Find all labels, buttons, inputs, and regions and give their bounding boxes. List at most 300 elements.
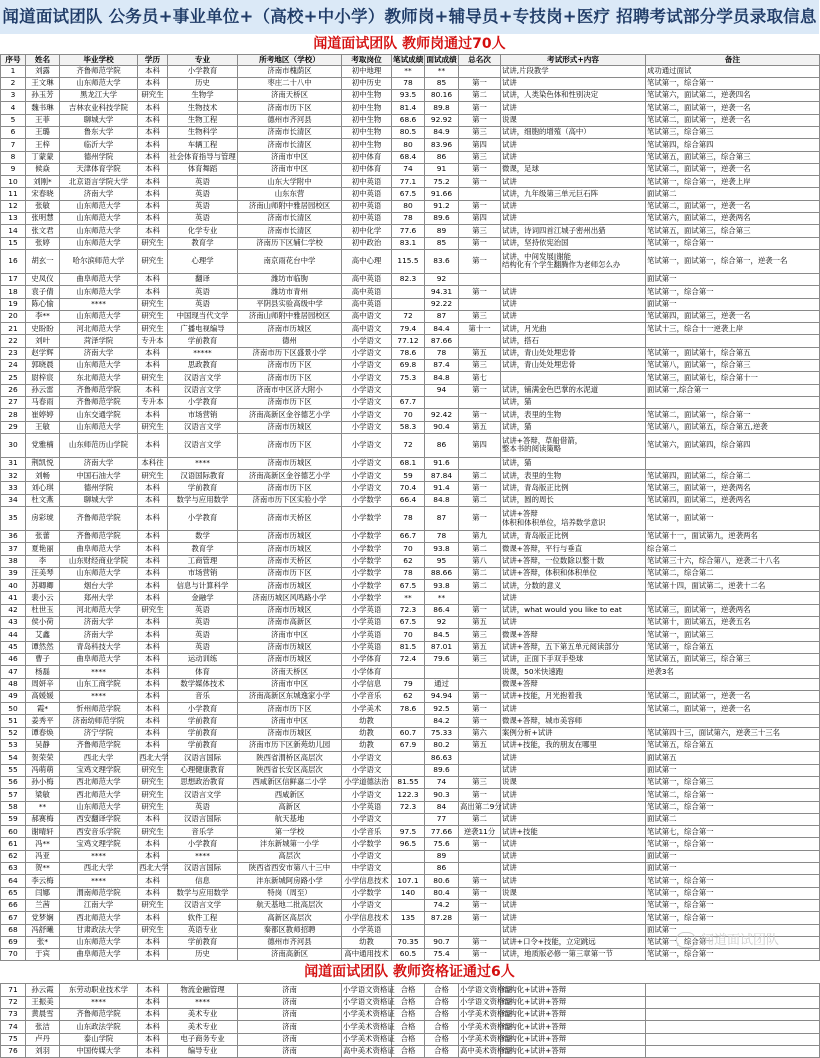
cell-degree: 本科 — [138, 653, 168, 665]
table-row — [1, 176, 820, 188]
cell-name: 谭然然 — [26, 641, 60, 653]
cell-written-score: 67.7 — [392, 396, 425, 408]
cell-name: 郭晓晨 — [26, 360, 60, 372]
cell-index: 10 — [1, 176, 26, 188]
cell-remark — [646, 335, 820, 347]
cell-written-score — [392, 298, 425, 310]
cell-interview-score: 87.66 — [425, 335, 459, 347]
cell-exam-form: 试讲 — [501, 617, 646, 629]
cell-index: 8 — [1, 151, 26, 163]
cell-written-score: 70.4 — [392, 482, 425, 494]
cell-interview-score: 83.96 — [425, 139, 459, 151]
cell-index: 67 — [1, 912, 26, 924]
cell-index: 26 — [1, 384, 26, 396]
cell-index: 53 — [1, 740, 26, 752]
cell-interview-score: 87.01 — [425, 641, 459, 653]
cell-school: 黑龙江大学 — [60, 90, 138, 102]
cell-exam-form: 试讲+口令+技能，立定跳远 — [501, 936, 646, 948]
cell-school: 河北师范大学 — [60, 323, 138, 335]
cell-written-score: 78 — [392, 567, 425, 579]
cell-school: 山东师范大学 — [60, 567, 138, 579]
cell-exam-form: 试讲 — [501, 102, 646, 114]
cell-written-score: 78 — [392, 213, 425, 225]
cell-exam-form: 结构化+试讲+答辩 — [501, 984, 646, 996]
cell-region: 济南市中区 — [238, 163, 342, 175]
cell-rank: 第一 — [459, 875, 501, 887]
cell-post: 幼教 — [342, 936, 392, 948]
cell-major: 化学专业 — [168, 225, 238, 237]
cell-remark: 笔试第十一，面试第九，逆袭两名 — [646, 531, 820, 543]
cell-degree: 本科 — [138, 213, 168, 225]
cell-major: 学前教育 — [168, 740, 238, 752]
cell-index: 71 — [1, 984, 26, 996]
cell-region: 济南市历城区 — [238, 543, 342, 555]
cell-name: 王振美 — [26, 996, 60, 1008]
cell-post: 小学数学 — [342, 507, 392, 531]
cell-index: 46 — [1, 653, 26, 665]
cell-remark: 笔试十三，综合十一逆袭上岸 — [646, 323, 820, 335]
section-title-teacher-certificate: 闻道面试团队 教师资格证通过6人 — [304, 964, 515, 981]
cell-region: 济南山师附中雅居园校区 — [238, 200, 342, 212]
cell-remark: 笔试第五，面试第三，综合第三 — [646, 225, 820, 237]
cell-remark: 笔试第五，面试第三，综合第三 — [646, 653, 820, 665]
table-row — [1, 996, 820, 1008]
cell-degree: 本科 — [138, 887, 168, 899]
cell-name: 杨磊 — [26, 666, 60, 678]
cell-name: 张文君 — [26, 225, 60, 237]
cell-interview-score: 86.63 — [425, 752, 459, 764]
cell-rank: 第三 — [459, 776, 501, 788]
cell-degree: 本科 — [138, 126, 168, 138]
cell-major: 英语 — [168, 188, 238, 200]
cell-school: 山东师范大学 — [60, 237, 138, 249]
cell-post: 小学数学 — [342, 838, 392, 850]
cell-major: 小学教育 — [168, 396, 238, 408]
cell-name: 荆凯悦 — [26, 457, 60, 469]
table-row — [1, 457, 820, 469]
cell-region: 济南市历城区 — [238, 653, 342, 665]
cell-school: 齐鲁师范学院 — [60, 1008, 138, 1020]
cell-school: 齐鲁师范学院 — [60, 507, 138, 531]
cell-region: 陕西省西安市第八十三中 — [238, 863, 342, 875]
cell-interview-score: 93.8 — [425, 580, 459, 592]
cell-name: 孙小梅 — [26, 776, 60, 788]
cell-exam-form: 试讲 — [501, 176, 646, 188]
table-row — [1, 421, 820, 433]
cell-degree: 本科 — [138, 678, 168, 690]
cell-index: 9 — [1, 163, 26, 175]
cell-major: 小学教育 — [168, 65, 238, 77]
table-row — [1, 666, 820, 678]
cell-degree: 本科 — [138, 555, 168, 567]
cell-school: 济南大学 — [60, 457, 138, 469]
cell-post: 小学数学 — [342, 887, 392, 899]
cell-major: 生物工程 — [168, 114, 238, 126]
cell-region: 济南市历下区实验小学 — [238, 494, 342, 506]
cell-index: 73 — [1, 1008, 26, 1020]
cell-school: 济宁学院 — [60, 727, 138, 739]
cell-exam-form: 试讲，what would you like to eat — [501, 604, 646, 616]
cell-region: 陕西省渭桥区高层次 — [238, 752, 342, 764]
table-row — [1, 65, 820, 77]
cell-degree: 本科 — [138, 114, 168, 126]
cell-region: 济南市历下区 — [238, 433, 342, 457]
cell-exam-form: 结构化+试讲+答辩 — [501, 996, 646, 1008]
cell-name: 张明慧 — [26, 213, 60, 225]
cell-post: 小学语文 — [342, 752, 392, 764]
cell-written-score: 72.4 — [392, 653, 425, 665]
cell-interview-score: 87.4 — [425, 360, 459, 372]
cell-remark: 笔试第二，面试第一，逆袭一名 — [646, 200, 820, 212]
cell-written-score: 107.1 — [392, 875, 425, 887]
cell-school: 青岛科技大学 — [60, 641, 138, 653]
cell-school: 山东师范大学 — [60, 213, 138, 225]
cell-name: 宋春晓 — [26, 188, 60, 200]
cell-post: 小学英语 — [342, 617, 392, 629]
cell-written-score: 合格 — [392, 1021, 425, 1033]
cell-index: 6 — [1, 126, 26, 138]
cell-name: 党雅楠 — [26, 433, 60, 457]
cell-rank: 第一 — [459, 703, 501, 715]
cell-rank: 第一 — [459, 887, 501, 899]
cell-major: 汉语言国际 — [168, 752, 238, 764]
table-row — [1, 494, 820, 506]
cell-post: 小学信息 — [342, 678, 392, 690]
cell-index: 23 — [1, 347, 26, 359]
cell-name: 王敏 — [26, 421, 60, 433]
cell-major: 英语 — [168, 604, 238, 616]
teacher-certificate-table — [0, 983, 820, 1058]
cell-written-score: 78 — [392, 507, 425, 531]
cell-index: 37 — [1, 543, 26, 555]
cell-exam-form: 试讲，表里的生物 — [501, 470, 646, 482]
cell-degree: 本科 — [138, 690, 168, 702]
cell-rank: 第三 — [459, 310, 501, 322]
cell-major: 汉语言文学 — [168, 421, 238, 433]
cell-remark: 面试第一 — [646, 850, 820, 862]
cell-written-score: 78.6 — [392, 703, 425, 715]
cell-exam-form: 试讲，青山处处埋忠骨 — [501, 360, 646, 372]
cell-post: 小学语文 — [342, 335, 392, 347]
cell-degree: 研究生 — [138, 310, 168, 322]
cell-exam-form: 说课 — [501, 776, 646, 788]
cell-interview-score: 84.5 — [425, 629, 459, 641]
cell-degree: 研究生 — [138, 470, 168, 482]
cell-post: 小学英语 — [342, 801, 392, 813]
cell-index: 38 — [1, 555, 26, 567]
cell-post: 小学数学 — [342, 555, 392, 567]
cell-region: 高层次 — [238, 850, 342, 862]
cell-degree: 本科 — [138, 838, 168, 850]
cell-index: 36 — [1, 531, 26, 543]
cell-interview-score: 92 — [425, 273, 459, 285]
cell-degree: 本科 — [138, 875, 168, 887]
cell-school: 山东师范大学 — [60, 77, 138, 89]
cell-degree: 本科 — [138, 666, 168, 678]
cell-interview-score: 74.2 — [425, 899, 459, 911]
cell-post: 初中英语 — [342, 176, 392, 188]
cell-written-score: 97.5 — [392, 826, 425, 838]
table-row — [1, 555, 820, 567]
cell-degree: 本科 — [138, 813, 168, 825]
cell-degree: 本科 — [138, 384, 168, 396]
table-row — [1, 151, 820, 163]
cell-school: 东劳动职业技术学 — [60, 984, 138, 996]
cell-exam-form — [501, 433, 646, 457]
cell-post: 小学语文 — [342, 850, 392, 862]
cell-name: 尉梓宸 — [26, 372, 60, 384]
cell-exam-form: 试讲 — [501, 789, 646, 801]
cell-name: 房彩琥 — [26, 507, 60, 531]
cell-remark: 笔试第一，面试第一 — [646, 507, 820, 531]
cell-major: 历史 — [168, 949, 238, 961]
cell-index: 55 — [1, 764, 26, 776]
cell-rank: 第三 — [459, 629, 501, 641]
cell-exam-form: 试讲，搭石 — [501, 335, 646, 347]
cell-remark: 笔试第一，综合第一 — [646, 899, 820, 911]
cell-written-score — [392, 924, 425, 936]
cell-post: 小学美术资格证 — [342, 1033, 392, 1045]
cell-interview-score: 80.6 — [425, 875, 459, 887]
cell-post: 幼教 — [342, 727, 392, 739]
cell-index: 14 — [1, 225, 26, 237]
cell-rank: 第五 — [459, 740, 501, 752]
cell-index: 45 — [1, 641, 26, 653]
cell-remark: 笔试第五，综合第五 — [646, 740, 820, 752]
cell-interview-score: 88.66 — [425, 567, 459, 579]
cell-region: 济南 — [238, 1021, 342, 1033]
cell-degree: 专升本 — [138, 396, 168, 408]
cell-remark: 笔试第三十六，综合第八，逆袭二十八名 — [646, 555, 820, 567]
cell-post: 小学语文 — [342, 899, 392, 911]
cell-school: 临沂大学 — [60, 139, 138, 151]
cell-exam-form: 试讲 — [501, 77, 646, 89]
cell-major: 思政教育 — [168, 360, 238, 372]
cell-major: 软件工程 — [168, 912, 238, 924]
cell-index: 30 — [1, 433, 26, 457]
cell-region: 沣东新城阿房路小学 — [238, 875, 342, 887]
cell-written-score — [392, 384, 425, 396]
cell-interview-score: 91.2 — [425, 200, 459, 212]
table-row — [1, 347, 820, 359]
table-row — [1, 335, 820, 347]
cell-index: 13 — [1, 213, 26, 225]
cell-region: 潍坊市青州 — [238, 286, 342, 298]
cell-exam-form: 试讲+技能 — [501, 826, 646, 838]
cell-index: 58 — [1, 801, 26, 813]
cell-remark: 笔试第一，综合第一 — [646, 77, 820, 89]
cell-region: 济南市中区 — [238, 151, 342, 163]
col-header: 考取岗位 — [342, 55, 392, 66]
cell-remark: 笔试第二，综合第一 — [646, 801, 820, 813]
cell-interview-score: 91.66 — [425, 188, 459, 200]
cell-remark: 笔试第四，面试第三，逆袭一名 — [646, 310, 820, 322]
cell-remark: 笔试第四，面试第二，综合第二 — [646, 470, 820, 482]
cell-name: 王璐 — [26, 126, 60, 138]
cell-degree: 本科 — [138, 1021, 168, 1033]
cell-interview-score: 90.3 — [425, 789, 459, 801]
cell-region: 枣庄二十八中 — [238, 77, 342, 89]
cell-remark: 笔试第四，面试第二，逆袭两名 — [646, 494, 820, 506]
cell-exam-form: 试讲，分数的意义 — [501, 580, 646, 592]
cell-school: 吉林农业科技学院 — [60, 102, 138, 114]
cell-exam-form: 结构化+试讲+答辩 — [501, 1045, 646, 1057]
cell-region: 济南市中区济大附小 — [238, 384, 342, 396]
cell-major: 市场营销 — [168, 409, 238, 421]
cell-remark: 综合第二 — [646, 543, 820, 555]
cell-interview-score: 90.4 — [425, 421, 459, 433]
cell-interview-score: 89.8 — [425, 102, 459, 114]
cell-major: 数学与应用数学 — [168, 494, 238, 506]
cell-interview-score: 合格 — [425, 1021, 459, 1033]
cell-major: 汉语言文学 — [168, 789, 238, 801]
cell-remark: 笔试第一，综合第一 — [646, 838, 820, 850]
cell-region: 济南高新区 — [238, 949, 342, 961]
cell-rank: 第二 — [459, 470, 501, 482]
cell-major: 数学媒体技术 — [168, 678, 238, 690]
cell-interview-score: 84.8 — [425, 372, 459, 384]
cell-index: 1 — [1, 65, 26, 77]
cell-exam-form: 微课+答辩 — [501, 678, 646, 690]
cell-region: 沣东新城第一小学 — [238, 838, 342, 850]
cell-exam-form: 试讲 — [501, 912, 646, 924]
cell-remark — [646, 678, 820, 690]
cell-interview-score: 86 — [425, 863, 459, 875]
cell-major: 工商管理 — [168, 555, 238, 567]
cell-written-score: 62 — [392, 690, 425, 702]
cell-interview-score: 合格 — [425, 1008, 459, 1020]
cell-region: 济南市槐荫区 — [238, 65, 342, 77]
cell-written-score: 67.5 — [392, 617, 425, 629]
cell-written-score: 合格 — [392, 996, 425, 1008]
cell-remark — [646, 1033, 820, 1045]
cell-exam-form: 试讲 — [501, 310, 646, 322]
cell-exam-form: 试讲 — [501, 801, 646, 813]
cell-rank — [459, 764, 501, 776]
cell-remark — [646, 715, 820, 727]
cell-written-score: 72.3 — [392, 801, 425, 813]
table-row — [1, 789, 820, 801]
cell-degree: 本科 — [138, 139, 168, 151]
cell-major: 美术专业 — [168, 1008, 238, 1020]
cell-name: 贺** — [26, 863, 60, 875]
cell-school: 宝鸡文理学院 — [60, 764, 138, 776]
cell-exam-form: 试讲 — [501, 863, 646, 875]
cell-major: 运动训练 — [168, 653, 238, 665]
cell-major: 历史 — [168, 77, 238, 89]
cell-post: 小学音乐 — [342, 690, 392, 702]
cell-degree: 本科 — [138, 176, 168, 188]
cell-degree: 研究生 — [138, 298, 168, 310]
table-row — [1, 912, 820, 924]
cell-name: 苏卿卿 — [26, 580, 60, 592]
cell-exam-form: 试讲，表里的生物 — [501, 409, 646, 421]
cell-interview-score: 87 — [425, 310, 459, 322]
table-row — [1, 531, 820, 543]
table-row — [1, 653, 820, 665]
cell-degree: 本科 — [138, 360, 168, 372]
cell-name: 于宾 — [26, 949, 60, 961]
cell-school: 曲阜师范大学 — [60, 543, 138, 555]
table-row — [1, 801, 820, 813]
cell-major: 汉语言文学 — [168, 384, 238, 396]
cell-school: 菏泽学院 — [60, 335, 138, 347]
cell-name: 孙云霞 — [26, 984, 60, 996]
table-row — [1, 298, 820, 310]
cell-major: 车辆工程 — [168, 139, 238, 151]
cell-school: 渭南师范学院 — [60, 887, 138, 899]
cell-degree: 研究生 — [138, 90, 168, 102]
cell-interview-score: 92 — [425, 617, 459, 629]
cell-written-score: 合格 — [392, 984, 425, 996]
cell-written-score: 70 — [392, 543, 425, 555]
cell-post: 初中历史 — [342, 77, 392, 89]
cell-degree: 本科 — [138, 482, 168, 494]
cell-major: 汉语言国际 — [168, 863, 238, 875]
table-row — [1, 740, 820, 752]
cell-written-score: 70 — [392, 409, 425, 421]
table-row — [1, 949, 820, 961]
cell-school: 郑州大学 — [60, 592, 138, 604]
cell-rank: 第一 — [459, 114, 501, 126]
cell-exam-form: 结构化+试讲+答辩 — [501, 1033, 646, 1045]
cell-post: 小学美术资格证 — [342, 1021, 392, 1033]
cell-degree: 本科往 — [138, 457, 168, 469]
table-row — [1, 323, 820, 335]
table-row — [1, 126, 820, 138]
cell-index: 5 — [1, 114, 26, 126]
cell-line: 试讲+答辩 — [502, 509, 538, 518]
table-row — [1, 409, 820, 421]
cell-school: 齐鲁师范学院 — [60, 396, 138, 408]
col-header: 所考地区（学校） — [238, 55, 342, 66]
cell-region: 第一学校 — [238, 826, 342, 838]
cell-remark — [646, 984, 820, 996]
cell-post: 小学语文 — [342, 372, 392, 384]
table-row — [1, 310, 820, 322]
cell-rank: 第九 — [459, 531, 501, 543]
cell-degree: 本科 — [138, 912, 168, 924]
cell-remark: 笔试第六，面试第二，逆袭四名 — [646, 90, 820, 102]
cell-exam-form — [501, 507, 646, 531]
cell-name: 史凤仪 — [26, 273, 60, 285]
cell-remark: 面试第二 — [646, 188, 820, 200]
cell-school: 山东政法学院 — [60, 1021, 138, 1033]
cell-index: 74 — [1, 1021, 26, 1033]
cell-region: 济南市历城区 — [238, 531, 342, 543]
cell-degree: 研究生 — [138, 604, 168, 616]
cell-remark — [646, 457, 820, 469]
cell-degree: 本科 — [138, 727, 168, 739]
cell-interview-score — [425, 396, 459, 408]
cell-major: 英语 — [168, 801, 238, 813]
cell-degree: 研究生 — [138, 776, 168, 788]
cell-post: 小学音乐 — [342, 826, 392, 838]
cell-remark: 面试第二 — [646, 813, 820, 825]
cell-interview-score: 83.6 — [425, 249, 459, 273]
table-row — [1, 213, 820, 225]
cell-region: 济南历城区风鸣路小学 — [238, 592, 342, 604]
cell-interview-score: 87 — [425, 507, 459, 531]
table-row — [1, 372, 820, 384]
cell-written-score: ** — [392, 65, 425, 77]
cell-post: 高中英语 — [342, 286, 392, 298]
cell-remark: 笔试第七，综合第一 — [646, 826, 820, 838]
cell-exam-form: 试讲，圆的周长 — [501, 494, 646, 506]
cell-interview-score: 78 — [425, 347, 459, 359]
cell-region: 济南市历下区盛景小学 — [238, 347, 342, 359]
cell-name: 冯舒曦 — [26, 924, 60, 936]
